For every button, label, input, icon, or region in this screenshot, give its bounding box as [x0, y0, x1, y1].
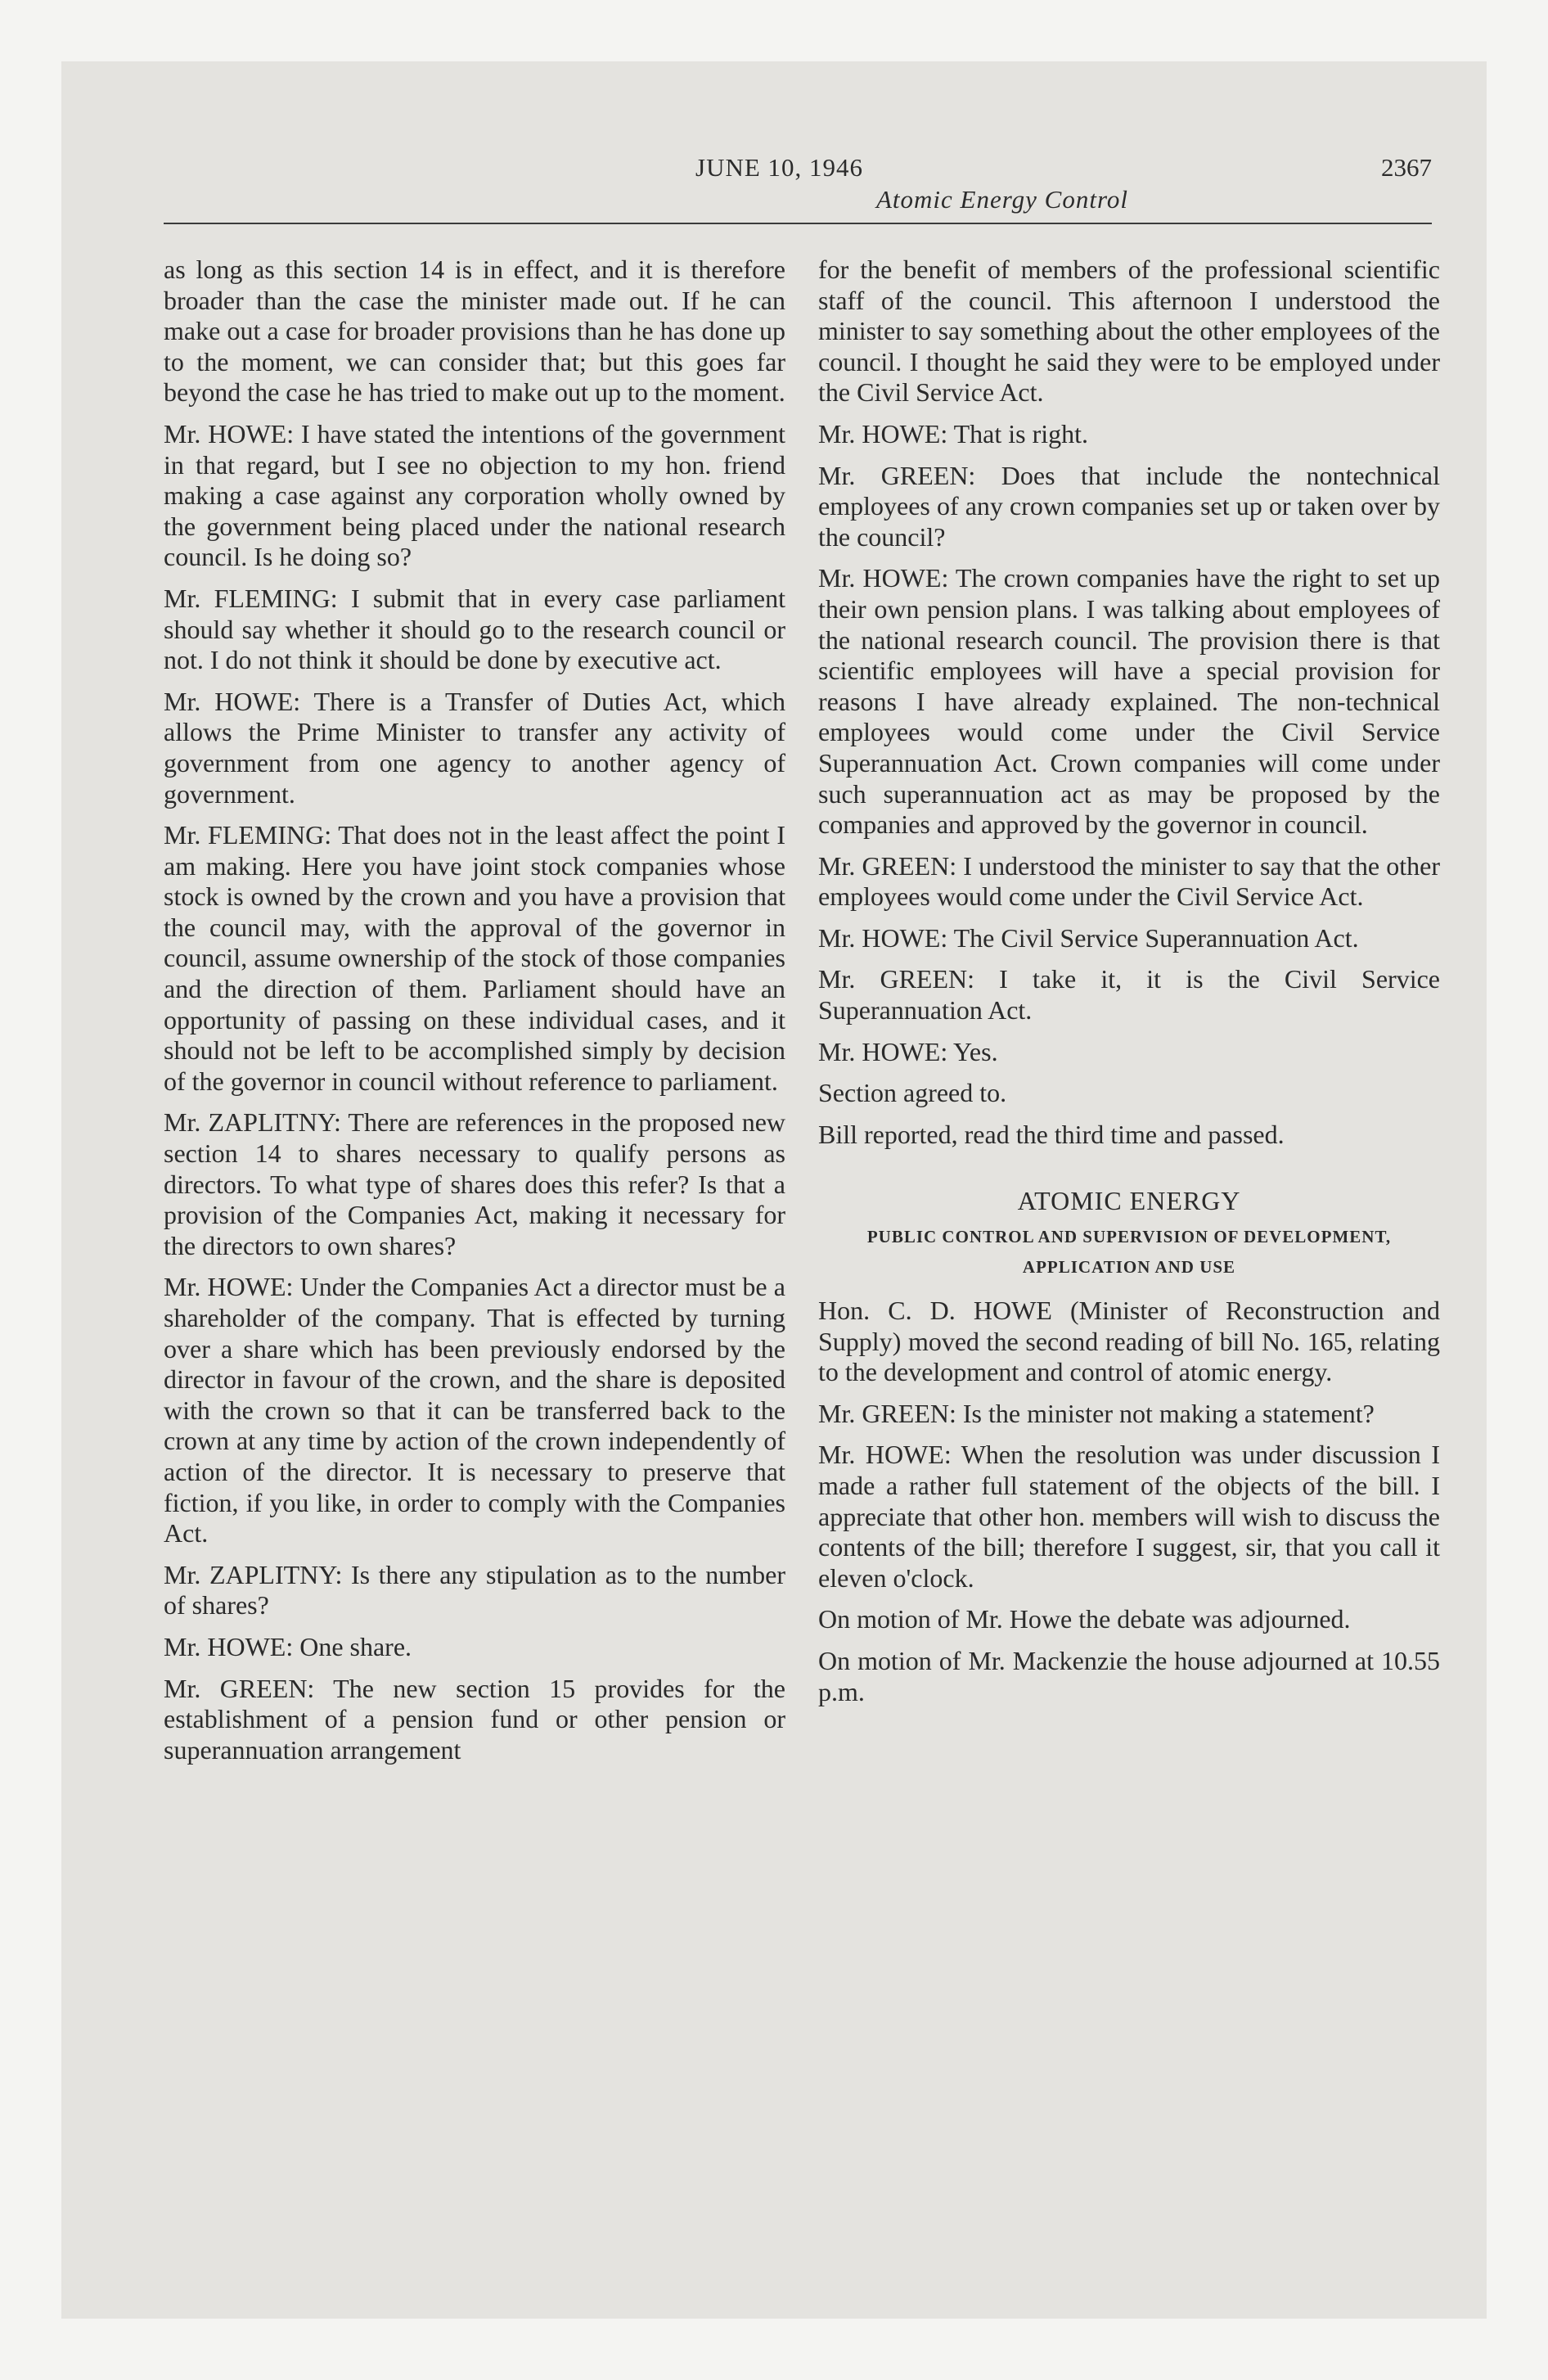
header-section-title: Atomic Energy Control: [876, 185, 1128, 214]
paragraph: Mr. ZAPLITNY: Is there any stipulation as to the number of shares?: [164, 1559, 785, 1620]
running-header: [164, 83, 1432, 214]
paragraph: Mr. FLEMING: That does not in the least affect the point I am making. Here you have joint stock companies whose stock is owned by the crown and you have a provision that the council may, with the approval of the governor in council, assume ownership of the stock of those companies and the direction of them. Parliament should have an opportunity of passing on these individual cases, and it should not be left to be accomplished simply by decision of the governor in council without reference to parliament.: [164, 820, 785, 1096]
paragraph: Mr. HOWE: When the resolution was under discussion I made a rather full statement of the objects of the bill. I appreciate that other hon. members will wish to discuss the contents of the bill; therefore I suggest, sir, that you call it eleven o'clock.: [818, 1440, 1440, 1593]
paragraph: Mr. HOWE: That is right.: [818, 418, 1089, 449]
paragraph: Mr. GREEN: I take it, it is the Civil Service Superannuation Act.: [818, 964, 1440, 1025]
paragraph: Mr. HOWE: I have stated the intentions of the government in that regard, but I see no objection to my hon. friend making a case against any corporation wholly owned by the government being placed under the national research council. Is he doing so?: [164, 418, 785, 572]
paragraph: Mr. HOWE: The Civil Service Superannuation Act.: [818, 922, 1359, 953]
section-subheading: PUBLIC CONTROL AND SUPERVISION OF DEVELOPMENT, APPLICATION AND USE: [866, 1227, 1392, 1278]
paragraph: On motion of Mr. Howe the debate was adjourned.: [818, 1604, 1351, 1634]
right-column: [818, 255, 1440, 1718]
paragraph: Mr. HOWE: One share.: [164, 1631, 412, 1661]
left-column: [164, 255, 785, 1776]
paragraph: Mr. HOWE: Yes.: [818, 1036, 998, 1066]
paragraph: Mr. HOWE: Under the Companies Act a director must be a shareholder of the company. That is effected by turning over a share which has been previously endorsed by the director in favour of the crown, and the share is deposited with the crown so that it can be transferred back to the crown at any time by action of the crown independently of action of the director. It is necessary to preserve that fiction, if you like, in order to comply with the Companies Act.: [164, 1272, 785, 1548]
paragraph: Mr. HOWE: The crown companies have the right to set up their own pension plans. I was talking about employees of the national research council. The provision there is that scientific employees will have a special provision for reasons I have already explained. The non-technical employees would come under the Civil Service Superannuation Act. Crown companies will come under such superannuation act as may be proposed by the companies and approved by the governor in council.: [818, 563, 1440, 840]
paragraph: Mr. FLEMING: I submit that in every case parliament should say whether it should go to the research council or not. I do not think it should be done by executive act.: [164, 583, 785, 675]
paragraph: Mr. GREEN: Does that include the nontechnical employees of any crown companies set up or taken over by the council?: [818, 460, 1440, 552]
section-heading: ATOMIC ENERGY: [1017, 1186, 1241, 1216]
paragraph: for the benefit of members of the professional scientific staff of the council. This afternoon I understood the minister to say something about the other employees of the council. I thought he said they were to be employed under the Civil Service Act.: [818, 255, 1440, 408]
paragraph: as long as this section 14 is in effect, and it is therefore broader than the case the minister made out. If he can make out a case for broader provisions than he has done up to the moment, we can consider that; but this goes far beyond the case he has tried to make out up to the moment.: [164, 255, 785, 408]
paragraph: Mr. ZAPLITNY: There are references in the proposed new section 14 to shares necessary to qualify persons as directors. To what type of shares does this refer? Is that a provision of the Companies Act, making it necessary for the directors to own shares?: [164, 1107, 785, 1260]
paragraph: Mr. GREEN: Is the minister not making a statement?: [818, 1398, 1375, 1428]
paragraph: On motion of Mr. Mackenzie the house adjourned at 10.55 p.m.: [818, 1645, 1440, 1706]
paragraph: Bill reported, read the third time and passed.: [818, 1119, 1285, 1149]
header-rule: [164, 223, 1432, 224]
header-date: JUNE 10, 1946: [695, 153, 864, 182]
paragraph: Section agreed to.: [818, 1078, 1007, 1108]
header-page-number: 2367: [1381, 153, 1432, 182]
paragraph: Mr. GREEN: I understood the minister to say that the other employees would come under the Civil Service Act.: [818, 850, 1440, 912]
paragraph: Mr. HOWE: There is a Transfer of Duties Act, which allows the Prime Minister to transfer any activity of government from one agency to another agency of government.: [164, 686, 785, 809]
paragraph: Mr. GREEN: The new section 15 provides for the establishment of a pension fund or other pension or superannuation arrangement: [164, 1673, 785, 1765]
paragraph: Hon. C. D. HOWE (Minister of Reconstruction and Supply) moved the second reading of bill No. 165, relating to the development and control of atomic energy.: [818, 1296, 1440, 1387]
